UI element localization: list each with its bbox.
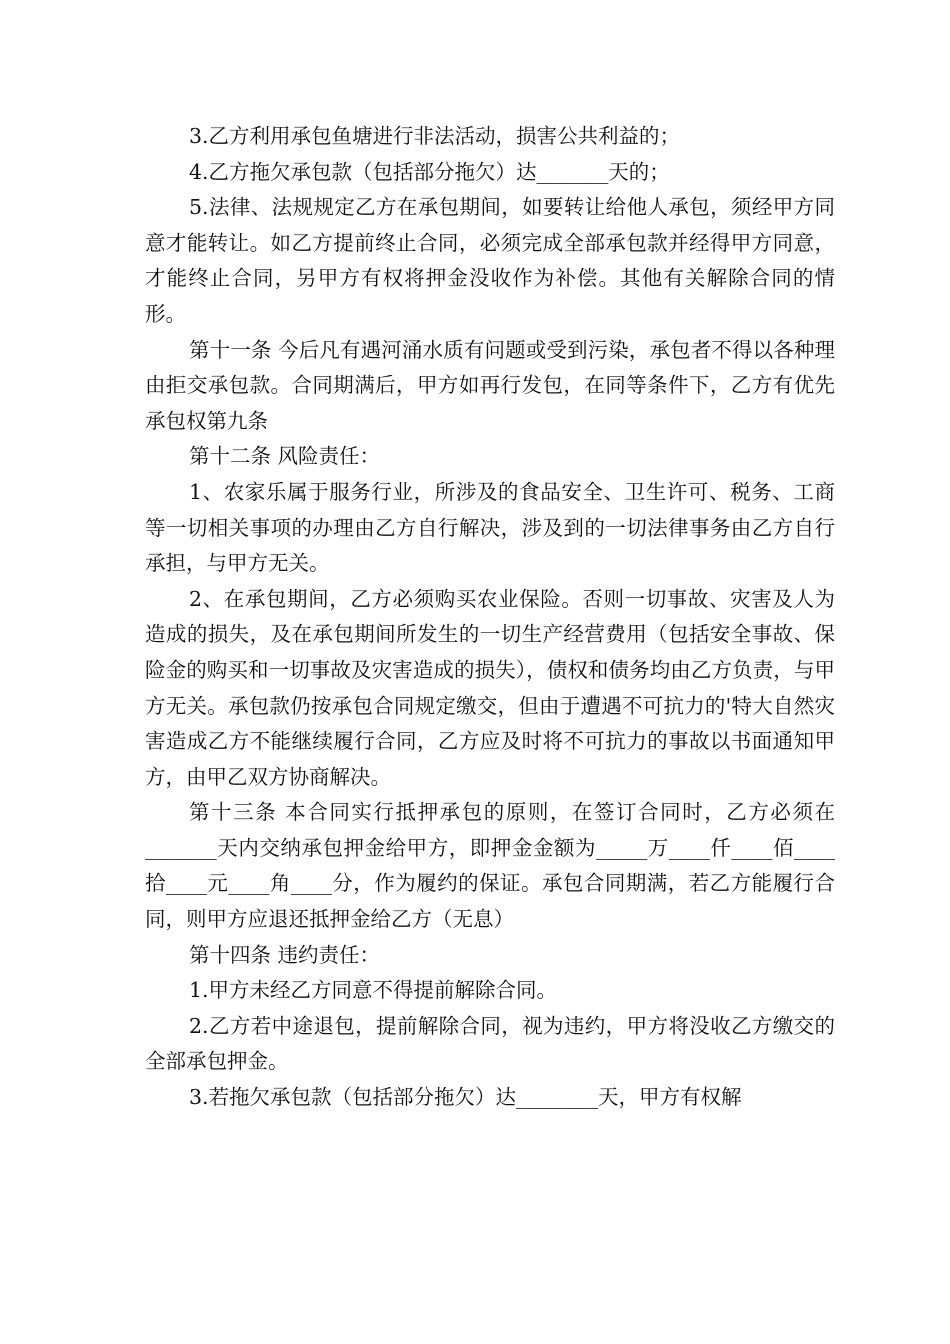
article-14-item-1: 1.甲方未经乙方同意不得提前解除合同。 — [189, 978, 558, 1003]
paragraph-item-5: 5.法律、法规规定乙方在承包期间，如要转让给他人承包，须经甲方同意才能转让。如乙方提前终止合同，必须完成全部承包款并经得甲方同意，才能终止合同，另甲方有权将押金没收作为补偿。其他有关解除合同的情形。 — [145, 195, 835, 326]
article-12-item-2: 2、在承包期间，乙方必须购买农业保险。否则一切事故、灾害及人为造成的损失，及在承包期间所发生的一切生产经营费用（包括安全事故、保险金的购买和一切事故及灾害造成的损失），债权和债务均由乙方负责，与甲方无关。承包款仍按承包合同规定缴交，但由于遭遇不可抗力的'特大自然灾害造成乙方不能继续履行合同，乙方应及时将不可抗力的事故以书面通知甲方，由甲乙双方协商解决。 — [145, 586, 835, 789]
article-13: 第十三条 本合同实行抵押承包的原则，在签订合同时，乙方必须在_______天内交纳承包押金给甲方，即押金金额为_____万____仟____佰____拾____元____角____分，作为履约的保证。承包合同期满，若乙方能履行合同，则甲方应退还抵押金给乙方（无息） — [145, 800, 835, 932]
paragraph-item-3: 3.乙方利用承包鱼塘进行非法活动，损害公共利益的； — [189, 124, 681, 148]
article-11: 第十一条 今后凡有遇河涌水质有问题或受到污染，承包者不得以各种理由拒交承包款。合同期满后，甲方如再行发包，在同等条件下，乙方有优先承包权第九条 — [145, 337, 835, 433]
article-12-heading: 第十二条 风险责任： — [189, 444, 381, 469]
article-14-item-3: 3.若拖欠承包款（包括部分拖欠）达________天，甲方有权解 — [189, 1085, 742, 1110]
article-14-item-2: 2.乙方若中途退包，提前解除合同，视为违约，甲方将没收乙方缴交的全部承包押金。 — [145, 1013, 835, 1074]
document-page — [145, 119, 835, 1116]
article-12-item-1: 1、农家乐属于服务行业，所涉及的食品安全、卫生许可、税务、工商等一切相关事项的办理由乙方自行解决，涉及到的一切法律事务由乙方自行承担，与甲方无关。 — [145, 479, 835, 576]
paragraph-item-4: 4.乙方拖欠承包款（包括部分拖欠）达_______天的； — [189, 159, 670, 184]
article-14-heading: 第十四条 违约责任： — [189, 942, 381, 967]
